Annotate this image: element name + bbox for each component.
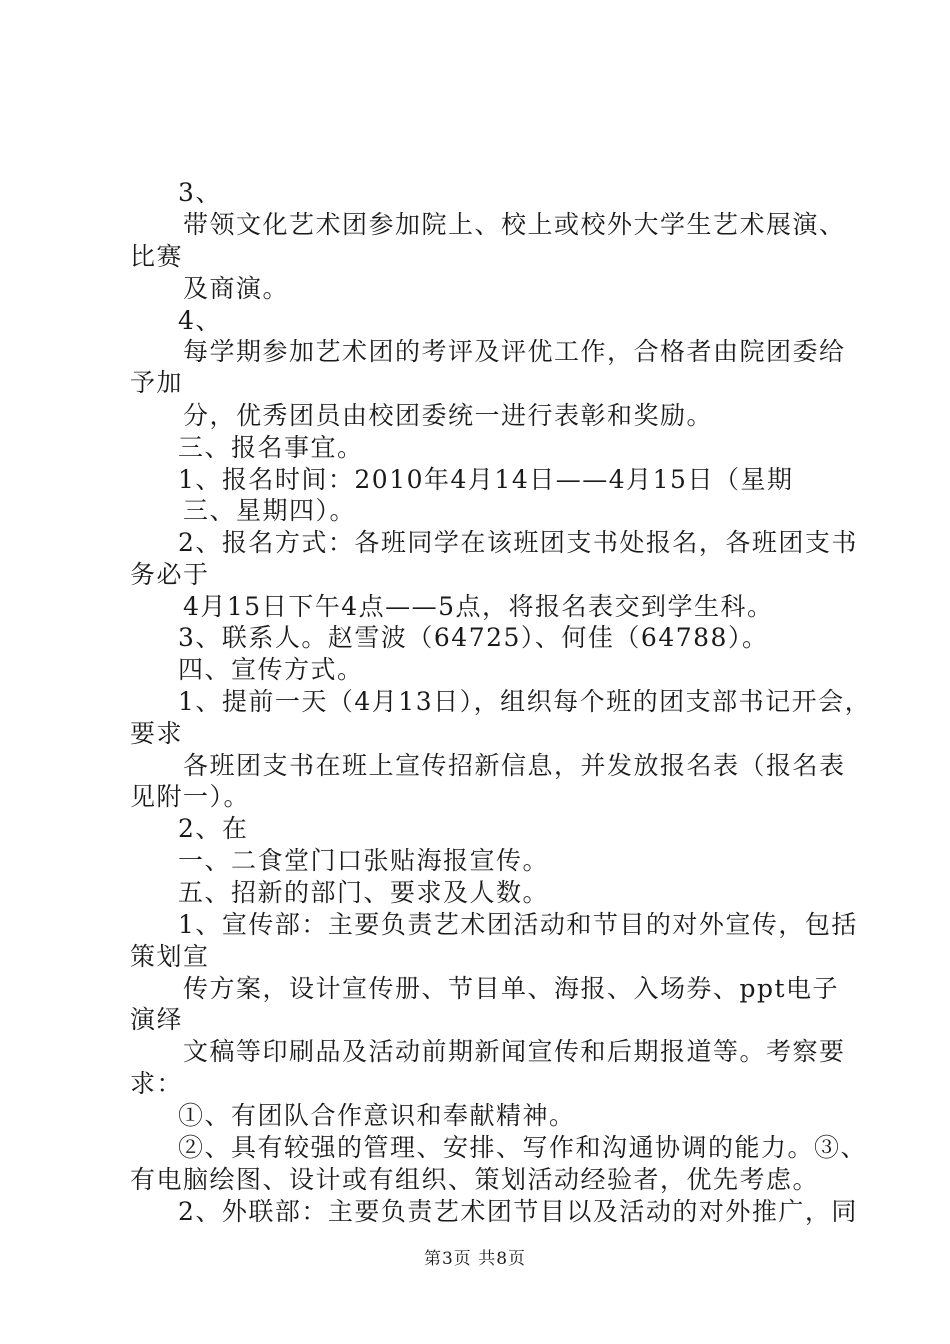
text-line: 要求	[130, 719, 184, 748]
text-line: 带领文化艺术团参加院上、校上或校外大学生艺术展演、	[183, 210, 846, 239]
text-line: 1、提前一天（4月13日），组织每个班的团支部书记开会，	[178, 687, 872, 716]
text-line: 一、二食堂门口张贴海报宣传。	[178, 846, 550, 875]
text-line: 1、宣传部：主要负责艺术团活动和节目的对外宣传，包括	[178, 910, 858, 939]
text-line: 及商演。	[183, 274, 290, 303]
text-line: 2、在	[178, 814, 249, 843]
text-line: 三、星期四）。	[183, 496, 357, 525]
text-line: 3、联系人。赵雪波（64725）、何佳（64788）。	[178, 623, 769, 652]
text-line: 四、宣传方式。	[178, 655, 364, 684]
text-line: 求：	[130, 1069, 184, 1098]
text-line: 2、报名方式：各班同学在该班团支书处报名，各班团支书	[178, 528, 858, 557]
text-line: 见附一）。	[130, 782, 251, 811]
text-line: 三、报名事宜。	[178, 433, 364, 462]
text-line: 2、外联部：主要负责艺术团节目以及活动的对外推广，同	[178, 1197, 858, 1226]
text-line: 3、	[178, 178, 222, 207]
text-line: 比赛	[130, 242, 184, 271]
text-line: 予加	[130, 368, 184, 397]
text-line: 4、	[178, 306, 222, 335]
text-line: 1、报名时间：2010年4月14日——4月15日（星期	[178, 465, 794, 494]
text-line: 有电脑绘图、设计或有组织、策划活动经验者，优先考虑。	[130, 1165, 820, 1194]
text-line: 策划宣	[130, 942, 210, 971]
text-line: 传方案，设计宣传册、节目单、海报、入场券、ppt电子	[183, 974, 840, 1003]
text-line: ②、具有较强的管理、安排、写作和沟通协调的能力。③、	[178, 1133, 868, 1162]
text-line: 分，优秀团员由校团委统一进行表彰和奖励。	[183, 401, 714, 430]
text-line: 文稿等印刷品及活动前期新闻宣传和后期报道等。考察要	[183, 1037, 846, 1066]
text-line: 五、招新的部门、要求及人数。	[178, 878, 550, 907]
text-line: 务必于	[130, 560, 210, 589]
text-line: 演绎	[130, 1005, 184, 1034]
text-line: ①、有团队合作意识和奉献精神。	[178, 1101, 576, 1130]
text-line: 各班团支书在班上宣传招新信息，并发放报名表（报名表	[183, 751, 846, 780]
text-line: 4月15日下午4点——5点，将报名表交到学生科。	[183, 592, 774, 621]
text-line: 每学期参加艺术团的考评及评优工作，合格者由院团委给	[183, 337, 846, 366]
page-indicator: 第3页 共8页	[423, 1249, 527, 1269]
